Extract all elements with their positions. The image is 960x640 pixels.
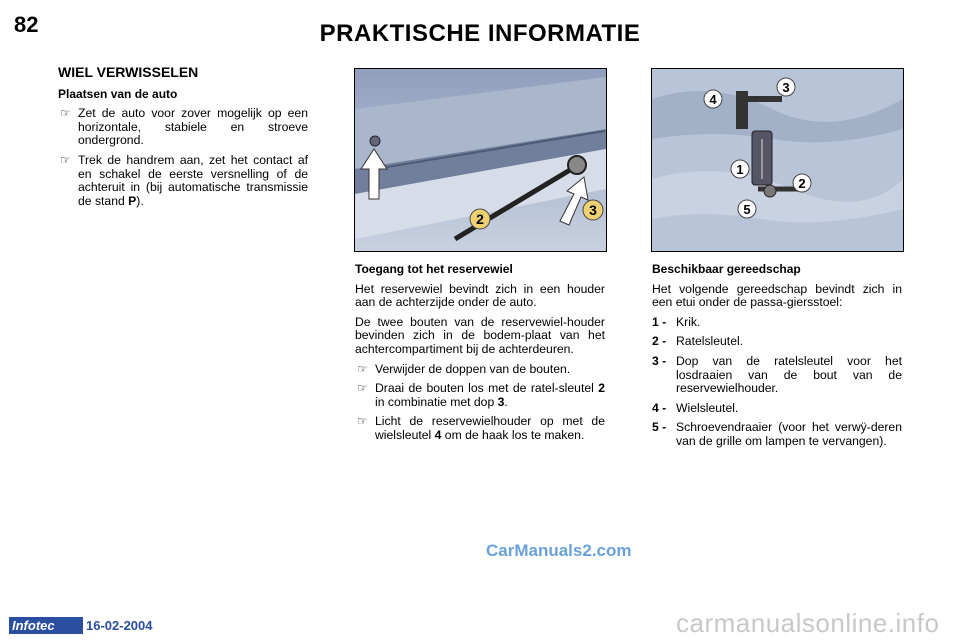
brand-logo: Infotec <box>12 618 55 633</box>
tool-kit-figure <box>651 68 904 252</box>
bullet-item: ☞ Licht de reservewielhouder op met de wielsleutel 4 om de haak los te maken. <box>357 414 605 442</box>
list-item: 4 - Wielsleutel. <box>652 400 739 415</box>
pointing-hand-icon: ☞ <box>357 414 368 429</box>
subheading: Plaatsen van de auto <box>58 86 178 101</box>
page-title: PRAKTISCHE INFORMATIE <box>319 20 641 47</box>
section-heading: Beschikbaar gereedschap <box>652 262 801 276</box>
middle-column <box>355 263 605 449</box>
left-column <box>58 66 308 214</box>
list-item: 1 - Krik. <box>652 314 701 329</box>
figure-callout: 4 <box>709 92 717 107</box>
figure-callout: 3 <box>782 80 790 95</box>
figure-callout: 3 <box>589 202 597 218</box>
bullet-item: ☞ Zet de auto voor zover mogelijk op een horizontale, stabiele en stroeve ondergrond. <box>60 106 308 148</box>
pointing-hand-icon: ☞ <box>357 381 368 396</box>
pointing-hand-icon: ☞ <box>357 361 368 376</box>
list-item: 5 - Schroevendraaier (voor het verwÿ-deren van de grille om lampen te vervangen). <box>652 420 902 448</box>
section-heading: Toegang tot het reservewiel <box>355 262 513 276</box>
paragraph: Het volgende gereedschap bevindt zich in een etui onder de passa-giersstoel: <box>652 281 902 310</box>
spare-wheel-illustration <box>355 69 606 251</box>
figure-callout: 2 <box>798 176 806 191</box>
paragraph: Het reservewiel bevindt zich in een houder aan de achterzijde onder de auto. <box>355 281 605 310</box>
section-heading: WIEL VERWISSELEN <box>58 64 199 80</box>
bullet-item: ☞ Trek de handrem aan, zet het contact af en schakel de eerste versnelling of de achteruit in (bij automatische transmissie de stand P). <box>60 152 308 208</box>
watermark-link[interactable]: CarManuals2.com <box>486 541 632 560</box>
figure-callout: 1 <box>736 162 744 177</box>
bullet-item: ☞ Draai de bouten los met de ratel-sleutel 2 in combinatie met dop 3. <box>357 381 605 409</box>
right-column <box>652 263 902 455</box>
bullet-item: ☞ Verwijder de doppen van de bouten. <box>357 361 571 376</box>
tool-kit-illustration <box>652 69 903 251</box>
spare-wheel-access-figure <box>354 68 607 252</box>
list-item: 2 - Ratelsleutel. <box>652 334 744 349</box>
figure-callout: 5 <box>743 202 751 217</box>
paragraph: De twee bouten van de reservewiel-houder bevinden zich in de bodem-plaat van het achtercompartiment bij de achterdeuren. <box>355 314 605 356</box>
corner-watermark: carmanualsonline.info <box>676 608 940 638</box>
print-date: 16-02-2004 <box>86 618 153 633</box>
pointing-hand-icon: ☞ <box>60 106 71 121</box>
list-item: 3 - Dop van de ratelsleutel voor het losdraaien van de bout van de reservewielhouder. <box>652 353 902 396</box>
page-number: 82 <box>14 12 39 37</box>
figure-callout: 2 <box>476 211 484 227</box>
pointing-hand-icon: ☞ <box>60 152 71 167</box>
